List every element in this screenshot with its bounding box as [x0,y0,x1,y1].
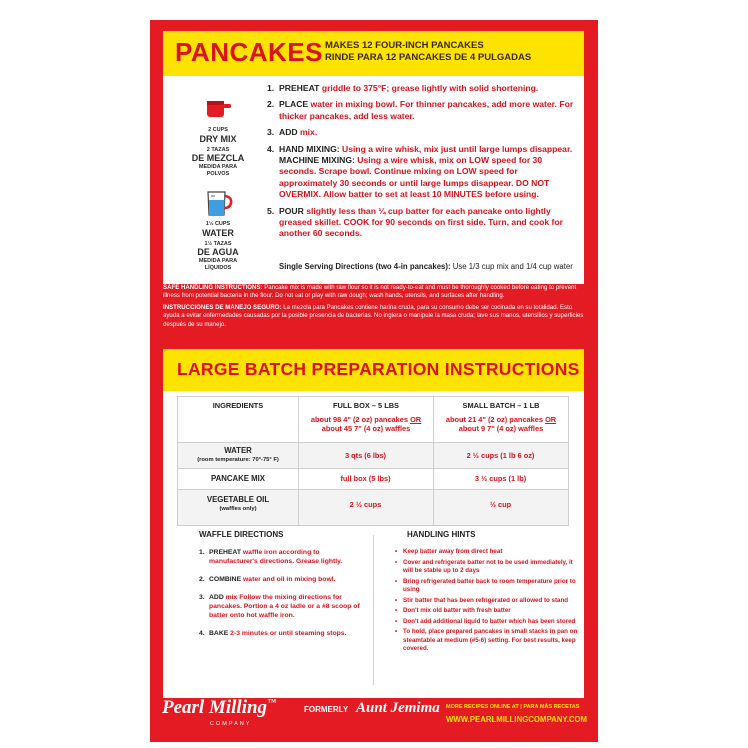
brand-company: COMPANY [210,721,252,727]
hint-item: • Don't mix old batter with fresh batter [393,607,579,616]
handling-hints [393,530,579,656]
formerly-label: FORMERLY [304,705,349,714]
yield-es: RINDE PARA 12 PANCAKES DE 4 PULGADAS [325,52,532,63]
pancakes-panel [163,31,584,284]
hint-item: • To hold, place prepared pancakes in small stacks in pan on steamtable at medium (#5-6) setting. For best results, keep covered. [393,628,579,654]
row-water-small: 2 ½ cups (1 lb 6 oz) [466,451,535,460]
water-qty: 1½ CUPS [205,221,231,227]
safe-handling-instructions [163,284,584,332]
row-mix-name: PANCAKE MIX [210,474,265,483]
full-box-yield: about 98 4" (2 oz) pancakes OR [310,414,422,424]
column-divider [373,535,374,685]
safe-handling-en: SAFE HANDLING INSTRUCTIONS: Pancake mix is made with raw flour so it is not ready-to-eat and must be thoroughly cooked before eating to prevent illness from potential bacteria in the flour. Do not eat or play with raw dough; wash hands, utensils, and surfaces after handling. [163,284,577,300]
hint-item: • Keep batter away from direct heat [393,548,579,557]
water-note-es2: LÍQUIDOS [204,265,232,271]
step-preheat: 1. PREHEAT griddle to 375°F; grease lightly with solid shortening. [267,83,539,93]
col-header-full-box: FULL BOX – 5 LBS [333,401,399,410]
row-oil-name: VEGETABLE OIL (waffles only) [206,495,270,512]
small-batch-yield: about 21 4" (2 oz) pancakes OR [445,414,557,424]
large-batch-title: LARGE BATCH PREPARATION INSTRUCTIONS [177,359,580,379]
step-add: 3. ADD mix. [267,127,318,138]
water-label-es: DE AGUA [197,247,239,257]
full-box-waffle-yield: about 45 7" (4 oz) waffles [321,424,411,433]
hints-title: HANDLING HINTS [407,530,476,539]
step-place: 2. PLACE water in mixing bowl. For thinner pancakes, add more water. For thicker pancakes, add less water. [267,99,574,121]
yield-text [325,40,531,64]
package-back-panel [150,20,598,742]
safe-handling-es: INSTRUCCIONES DE MANEJO SEGURO: La mezcla para Pancakes contiene harina cruda, para su consumo debe ser cocinada en su totalidad. Esto ayuda a evitar enfermedades causadas por la posible presencia de bacterias. No ingiera o manipule la masa cruda; lave sus manos, utensilios y superficies después de su manejo. [163,303,584,328]
water-qty-es: 1½ TAZAS [204,241,232,247]
step-pour: 5. POUR slightly less than ¼ cup batter for each pancake onto lightly greased skillet. COOK for 90 seconds on first side. Turn, and cook for another 60 seconds. [267,205,563,239]
water-label: WATER [202,228,234,238]
waffle-step-bake: 4. BAKE 2-3 minutes or until steaming stops. [199,630,347,637]
waffle-title: WAFFLE DIRECTIONS [199,530,284,539]
col-header-ingredients: INGREDIENTS [212,401,264,410]
hint-item: • Bring refrigerated batter back to room temperature prior to using [393,578,579,595]
measuring-jug-icon [205,189,233,217]
waffle-step-combine: 2. COMBINE water and oil in mixing bowl. [199,576,336,583]
website-url: WWW.PEARLMILLINGCOMPANY.COM [446,715,588,724]
dry-mix-note-es: MEDIDA PARA [198,164,238,170]
measuring-cup-icon [206,99,232,121]
large-batch-panel [163,349,584,698]
row-mix-full: full box (5 lbs) [340,474,391,483]
hint-item: • Don't add additional liquid to batter which has been stored [393,618,579,627]
col-header-small-batch: SMALL BATCH – 1 LB [462,401,540,410]
pancakes-header [163,31,584,76]
batch-table [177,396,569,526]
large-batch-header [163,349,584,391]
row-mix-small: 3 ½ cups (1 lb) [474,474,527,483]
row-water-full: 3 qts (6 lbs) [344,451,387,460]
water-note-es: MEDIDA PARA [198,258,238,264]
more-recipes-label: MORE RECIPES ONLINE AT | PARA MÁS RECETAS [446,704,580,710]
row-oil-full: 2 ½ cups [349,500,382,509]
waffle-step-add: 3. ADD mix Follow the mixing directions for pancakes. Portion a 4 oz ladle or a #8 scoop of batter onto hot waffle iron. [199,594,360,619]
step-mixing: 4. HAND MIXING: Using a wire whisk, mix just until large lumps disappear. MACHINE MIXING: Using a wire whisk, mix on LOW speed for 30 seconds. Scrape bowl. Continue mixing on LOW speed for approximately 30 seconds or until large lumps disappear. DO NOT OVERMIX. Allow batter to set at least 10 MINUTES before using. [267,143,573,200]
single-serving-directions: Single Serving Directions (two 4-in pancakes): Use 1/3 cup mix and 1/4 cup water [279,262,573,271]
waffle-step-preheat: 1. PREHEAT waffle iron according to manufacturer's directions. Grease lightly. [199,549,343,565]
pancake-steps [267,83,575,245]
dry-mix-note-es2: POLVOS [206,171,230,177]
dry-mix-qty-es: 2 TAZAS [206,147,230,153]
small-batch-waffle-yield: about 9 7" (4 oz) waffles [458,424,544,433]
hint-item: • Cover and refrigerate batter not to be used immediately, it will be stable up to 2 days [393,559,579,576]
brand-logo: Pearl Milling™ [162,697,277,718]
dry-mix-label: DRY MIX [199,134,237,144]
row-water-name: WATER (room temperature: 70°-75° F) [197,446,279,463]
waffle-directions [199,530,369,647]
yield-en: MAKES 12 FOUR-INCH PANCAKES [325,40,484,51]
hint-item: • Stir batter that has been refrigerated or allowed to stand [393,597,579,606]
dry-mix-label-es: DE MEZCLA [191,153,245,163]
former-brand-logo: Aunt Jemima [356,700,440,716]
row-oil-small: ½ cup [489,500,512,509]
pancakes-title: PANCAKES [175,37,323,67]
dry-mix-qty: 2 CUPS [208,127,228,133]
